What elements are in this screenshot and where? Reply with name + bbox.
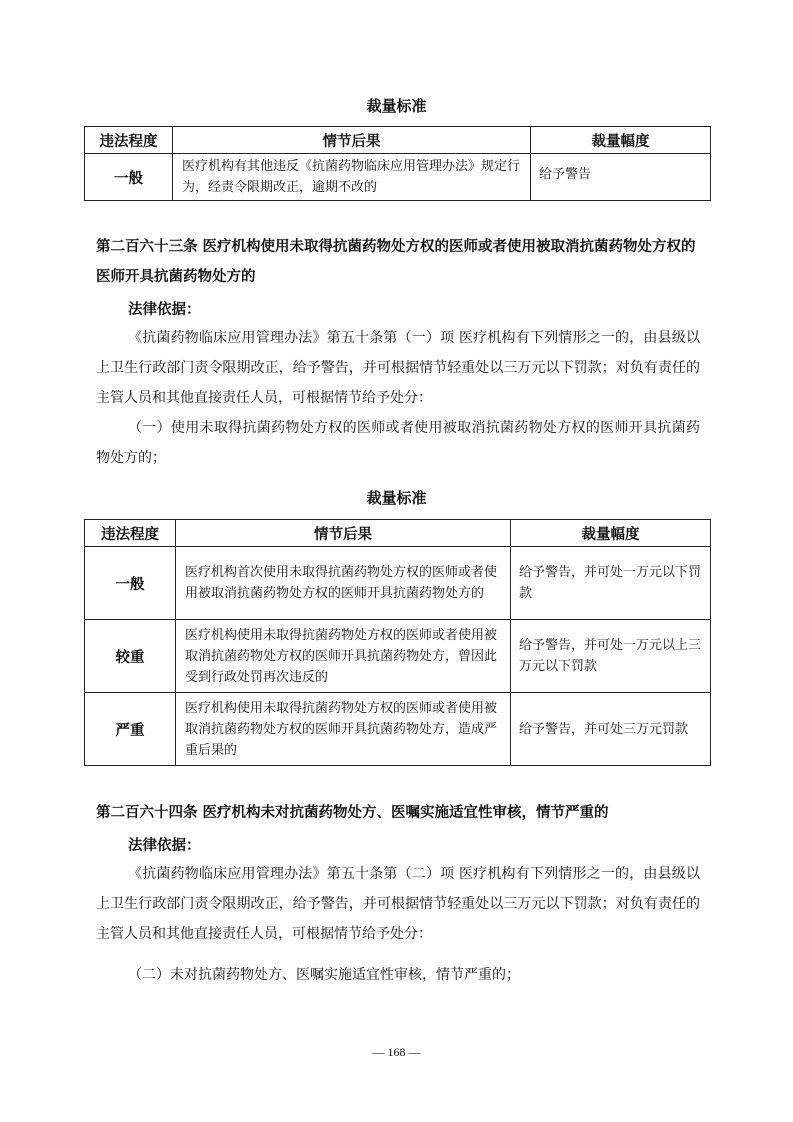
row-penalty: 给予警告，并可处一万元以上三万元以下罚款 [511,620,711,693]
article-263-heading: 第二百六十三条 医疗机构使用未取得抗菌药物处方权的医师或者使用被取消抗菌药物处方权的医师开具抗菌药物处方的 [96,239,696,285]
row-circumstance: 医疗机构有其他违反《抗菌药物临床应用管理办法》规定行为，经责令限期改正，逾期不改的 [173,154,531,201]
header-penalty-range: 裁量幅度 [531,127,711,154]
table-header-row [85,520,711,547]
row-level: 严重 [85,693,176,766]
discretion-table-1 [84,126,711,201]
table-header-row [85,127,711,154]
discretion-table-2 [84,519,711,766]
legal-basis-text: 《抗菌药物临床应用管理办法》第五十条第（二）项 医疗机构有下列情形之一的，由县级以上卫生行政部门责令限期改正，给予警告，并可根据情节轻重处以三万元以下罚款；对负有责任的主管人员和其他直接责任人员，可根据情节给予处分： [96,866,700,942]
header-violation-degree: 违法程度 [85,127,173,154]
row-penalty: 给予警告，并可处一万元以下罚款 [511,547,711,620]
article-264-heading: 第二百六十四条 医疗机构未对抗菌药物处方、医嘱实施适宜性审核，情节严重的 [96,805,609,821]
legal-basis-item: （一）使用未取得抗菌药物处方权的医师或者使用被取消抗菌药物处方权的医师开具抗菌药物处方的； [96,420,700,466]
row-circumstance: 医疗机构使用未取得抗菌药物处方权的医师或者使用被取消抗菌药物处方权的医师开具抗菌药物处方，曾因此受到行政处罚再次违反的 [176,620,511,693]
header-circumstance: 情节后果 [173,127,531,154]
legal-basis-text: 《抗菌药物临床应用管理办法》第五十条第（一）项 医疗机构有下列情形之一的，由县级以上卫生行政部门责令限期改正，给予警告，并可根据情节轻重处以三万元以下罚款；对负有责任的主管人员和其他直接责任人员，可根据情节给予处分： [96,330,700,406]
header-violation-degree: 违法程度 [85,520,176,547]
row-circumstance: 医疗机构使用未取得抗菌药物处方权的医师或者使用被取消抗菌药物处方权的医师开具抗菌药物处方，造成严重后果的 [176,693,511,766]
header-circumstance: 情节后果 [176,520,511,547]
legal-basis-label: 法律依据： [128,838,201,854]
row-level: 一般 [85,547,176,620]
row-level: 一般 [85,154,173,201]
legal-basis-item: （二）未对抗菌药物处方、医嘱实施适宜性审核，情节严重的； [128,967,520,983]
table1-title: 裁量标准 [366,97,427,115]
table-row [85,620,711,693]
row-penalty: 给予警告 [531,154,711,201]
table-row [85,547,711,620]
table-row [85,154,711,201]
legal-basis-label: 法律依据： [128,302,201,318]
table2-title: 裁量标准 [366,489,427,507]
row-circumstance: 医疗机构首次使用未取得抗菌药物处方权的医师或者使用被取消抗菌药物处方权的医师开具抗菌药物处方的 [176,547,511,620]
row-level: 较重 [85,620,176,693]
header-penalty-range: 裁量幅度 [511,520,711,547]
table-row [85,693,711,766]
page-number: — 168 — [372,1045,421,1059]
row-penalty: 给予警告，并可处三万元罚款 [511,693,711,766]
